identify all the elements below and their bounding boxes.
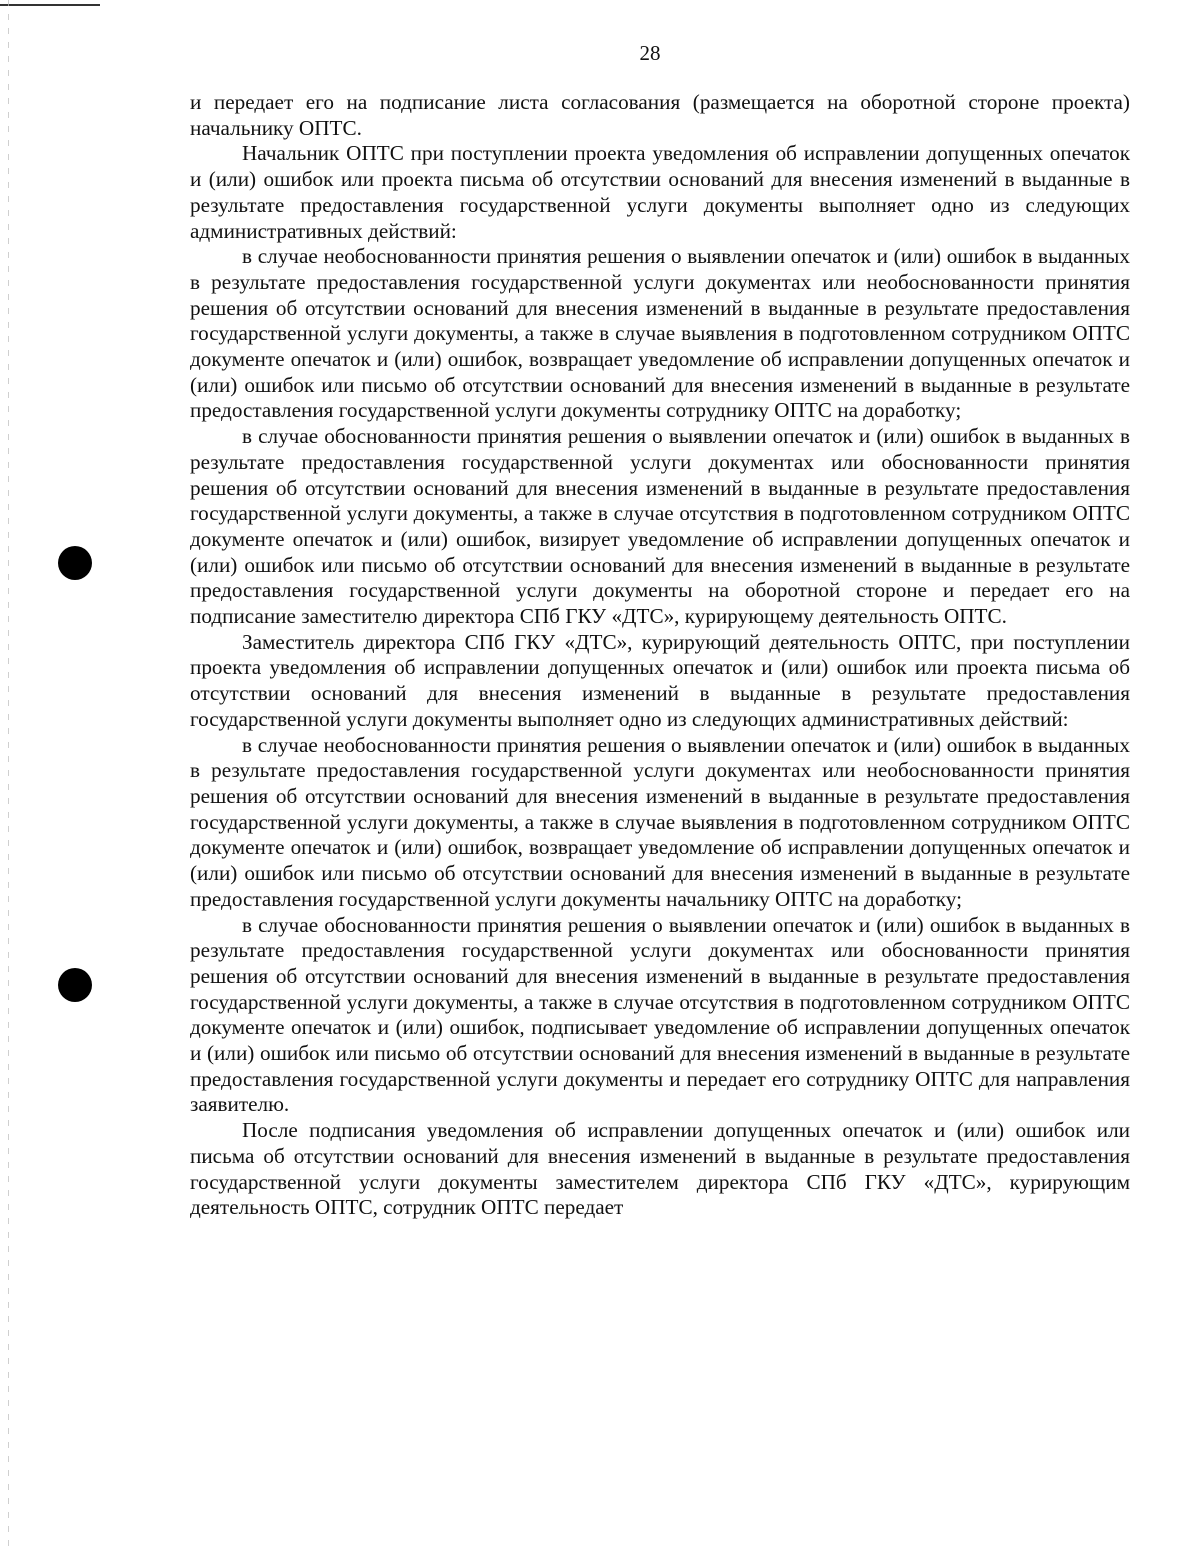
paragraph: После подписания уведомления об исправлении допущенных опечаток и (или) ошибок или письма об отсутствии оснований для внесения изменений в выданные в результате предоставления государственной услуги документы заместителем директора СПб ГКУ «ДТС», курирующим деятельность ОПТС, сотрудник ОПТС передает	[190, 1118, 1130, 1220]
paragraph: в случае необоснованности принятия решения о выявлении опечаток и (или) ошибок в выданных в результате предоставления государственной услуги документах или необоснованности принятия решения об отсутствии оснований для внесения изменений в выданные в результате предоставления государственной услуги документы, а также в случае выявления в подготовленном сотрудником ОПТС документе опечаток и (или) ошибок, возвращает уведомление об исправлении допущенных опечаток и (или) ошибок или письмо об отсутствии оснований для внесения изменений в выданные в результате предоставления государственной услуги документы сотруднику ОПТС на доработку;	[190, 244, 1130, 423]
paragraph: Начальник ОПТС при поступлении проекта уведомления об исправлении допущенных опечаток и (или) ошибок или проекта письма об отсутствии оснований для внесения изменений в выданные в результате предоставления государственной услуги документы выполняет одно из следующих административных действий:	[190, 141, 1130, 243]
paragraph: в случае обоснованности принятия решения о выявлении опечаток и (или) ошибок в выданных в результате предоставления государственной услуги документах или обоснованности принятия решения об отсутствии оснований для внесения изменений в выданные в результате предоставления государственной услуги документы, а также в случае отсутствия в подготовленном сотрудником ОПТС документе опечаток и (или) ошибок, визирует уведомление об исправлении допущенных опечаток и (или) ошибок или письмо об отсутствии оснований для внесения изменений в выданные в результате предоставления государственной услуги документы на оборотной стороне и передает его на подписание заместителю директора СПб ГКУ «ДТС», курирующему деятельность ОПТС.	[190, 424, 1130, 629]
paragraph: в случае необоснованности принятия решения о выявлении опечаток и (или) ошибок в выданных в результате предоставления государственной услуги документах или необоснованности принятия решения об отсутствии оснований для внесения изменений в выданные в результате предоставления государственной услуги документы, а также в случае выявления в подготовленном сотрудником ОПТС документе опечаток и (или) ошибок, возвращает уведомление об исправлении допущенных опечаток и (или) ошибок или письмо об отсутствии оснований для внесения изменений в выданные в результате предоставления государственной услуги документы начальнику ОПТС на доработку;	[190, 732, 1130, 911]
page-number: 28	[639, 41, 661, 65]
document-body	[190, 90, 1130, 1221]
scan-artifact-line	[0, 4, 100, 6]
paragraph: и передает его на подписание листа согласования (размещается на оборотной стороне проекта) начальнику ОПТС.	[190, 90, 1130, 140]
paragraph: Заместитель директора СПб ГКУ «ДТС», курирующий деятельность ОПТС, при поступлении проекта уведомления об исправлении допущенных опечаток и (или) ошибок или проекта письма об отсутствии оснований для внесения изменений в выданные в результате предоставления государственной услуги документы выполняет одно из следующих административных действий:	[190, 629, 1130, 731]
scan-edge-artifact	[8, 0, 9, 1553]
punch-hole-mark	[58, 968, 92, 1002]
paragraph: в случае обоснованности принятия решения о выявлении опечаток и (или) ошибок в выданных в результате предоставления государственной услуги документах или обоснованности принятия решения об отсутствии оснований для внесения изменений в выданные в результате предоставления государственной услуги документы, а также в случае отсутствия в подготовленном сотрудником ОПТС документе опечаток и (или) ошибок, подписывает уведомление об исправлении допущенных опечаток и (или) ошибок или письмо об отсутствии оснований для внесения изменений в выданные в результате предоставления государственной услуги документы и передает его сотруднику ОПТС для направления заявителю.	[190, 912, 1130, 1117]
punch-hole-mark	[58, 546, 92, 580]
